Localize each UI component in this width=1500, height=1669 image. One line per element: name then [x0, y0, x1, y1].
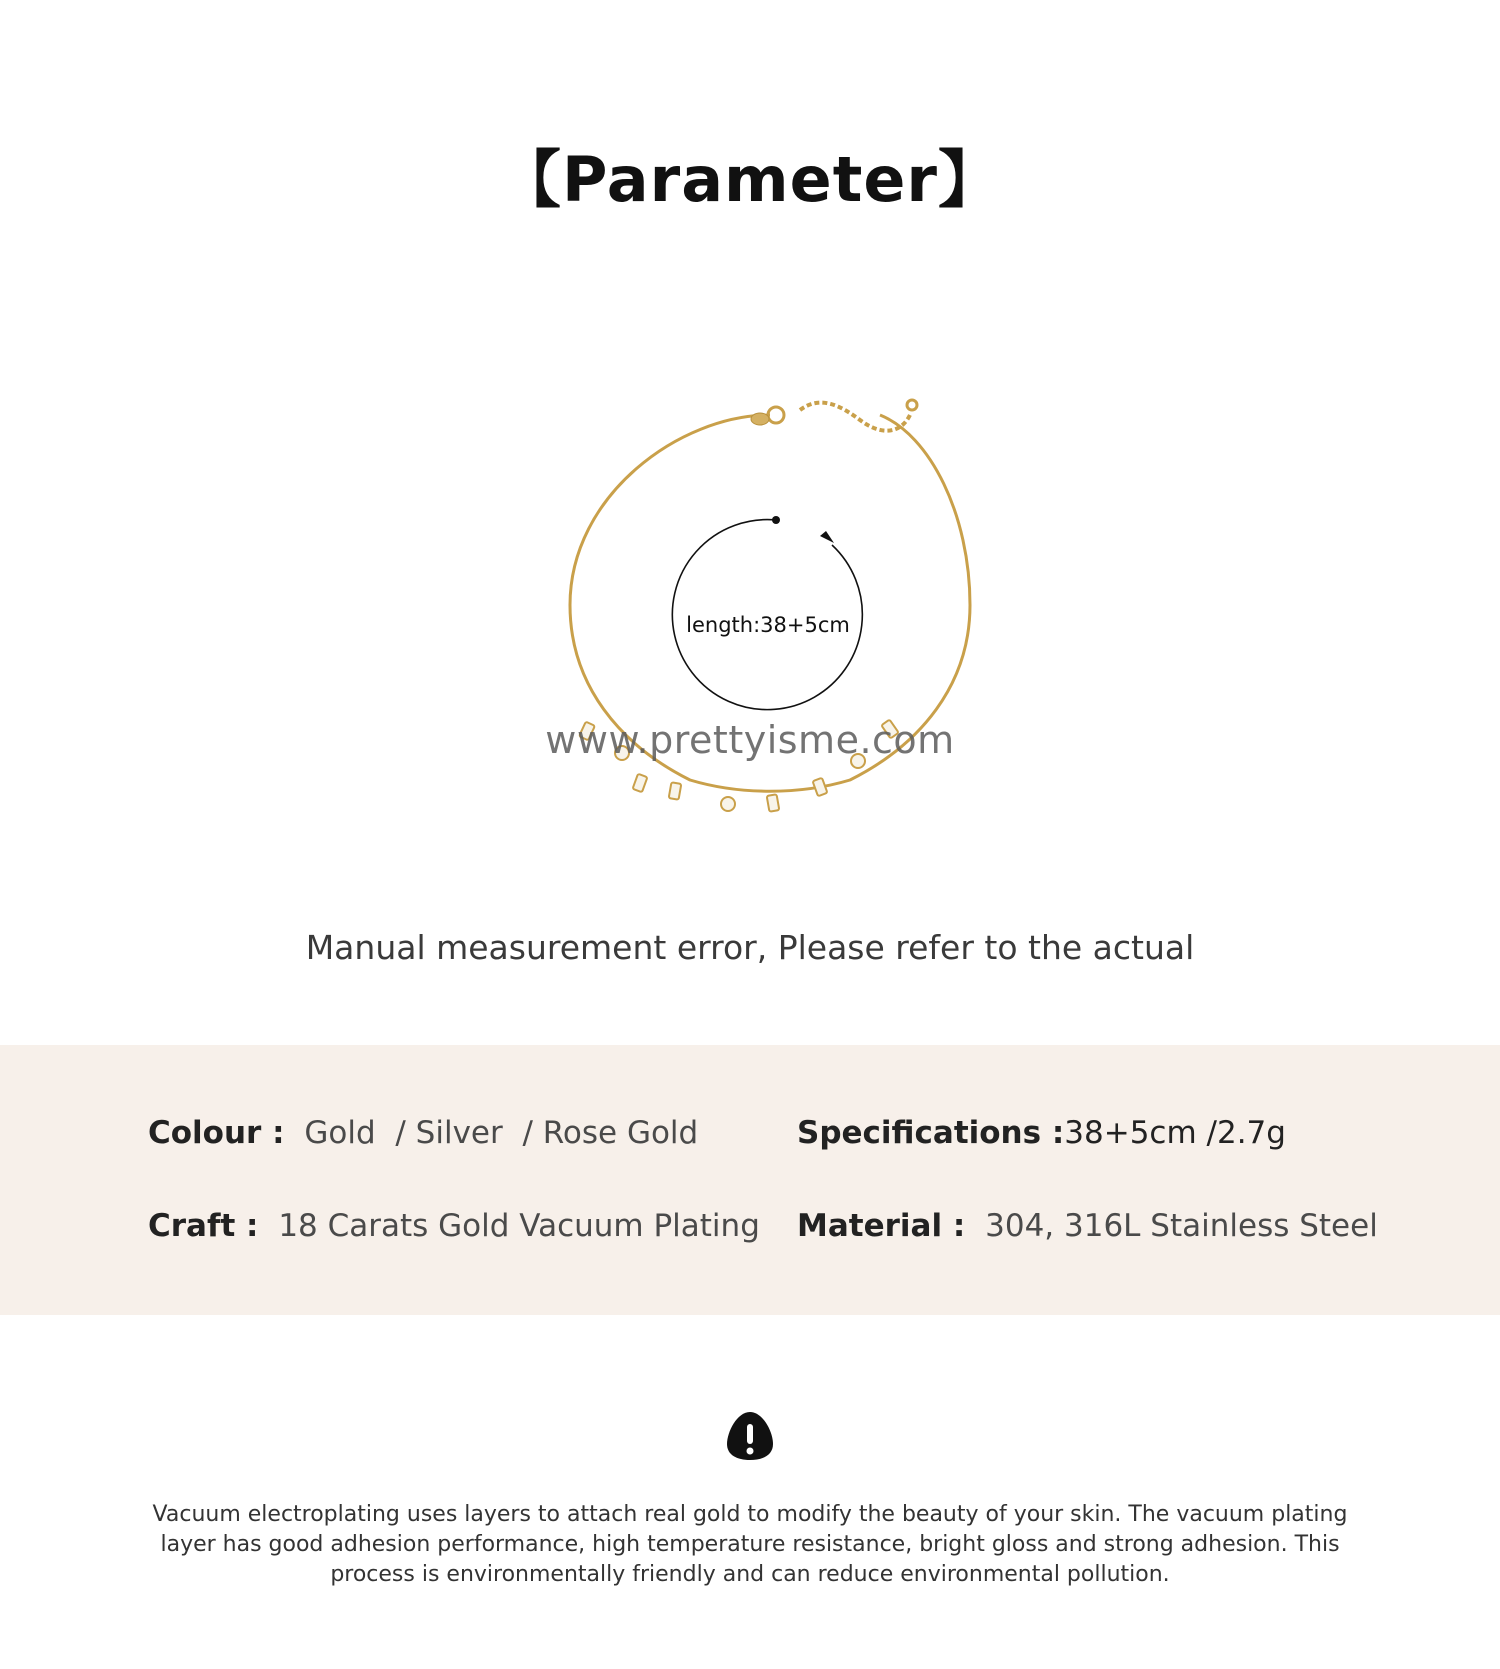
measurement-note: Manual measurement error, Please refer to the actual: [305, 928, 1195, 967]
page-title: 【Parameter】: [499, 143, 1001, 216]
spec-specifications: [797, 1115, 1286, 1151]
measurement-start-dot: [772, 516, 780, 524]
spec-craft: [148, 1208, 760, 1244]
necklace-image: [540, 385, 1000, 835]
warning-exclamation-icon: [725, 1410, 775, 1462]
extender-end: [907, 400, 917, 410]
length-label: length:38+5cm: [686, 613, 850, 637]
spec-colour-value: Gold / Silver / Rose Gold: [304, 1115, 699, 1151]
spec-specifications-key: Specifications :: [797, 1115, 1065, 1151]
extender-chain: [800, 403, 910, 431]
lobster-clasp: [751, 413, 769, 425]
spec-material-value: 304, 316L Stainless Steel: [985, 1208, 1378, 1244]
spec-craft-value: 18 Carats Gold Vacuum Plating: [278, 1208, 760, 1244]
watermark: www.prettyisme.com: [545, 718, 955, 762]
spec-specifications-value: 38+5cm /2.7g: [1064, 1115, 1286, 1151]
spec-material-key: Material :: [797, 1208, 966, 1244]
necklace-illustration: [540, 385, 1000, 835]
spec-colour-key: Colour :: [148, 1115, 285, 1151]
spec-craft-key: Craft :: [148, 1208, 259, 1244]
specs-panel: [0, 1045, 1500, 1315]
clasp-ring: [768, 407, 784, 423]
spec-material: [797, 1208, 1378, 1244]
spec-colour: [148, 1115, 698, 1151]
plating-description: Vacuum electroplating uses layers to attach real gold to modify the beauty of your skin. The vacuum plating layer has good adhesion performance, high temperature resistance, bright gloss and strong adhesion. This process is environmentally friendly and can reduce environmental pollution.: [152, 1502, 1348, 1587]
measurement-arrowhead: [820, 531, 834, 543]
